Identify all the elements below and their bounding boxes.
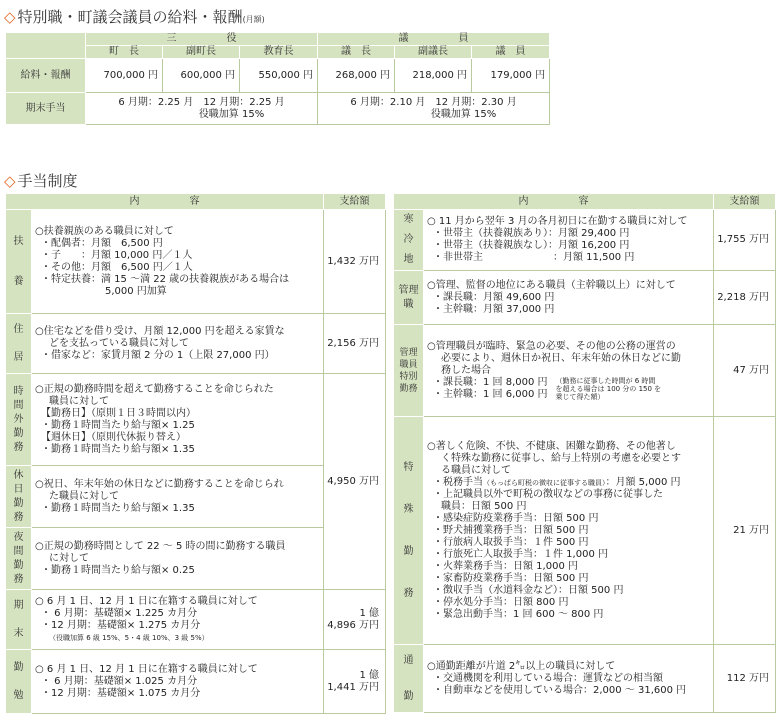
content-cold-region [424, 210, 714, 271]
allowance-table-left [5, 193, 386, 714]
content-line: ○管理、監督の地位にある職員（主幹職以上）に対して [427, 279, 676, 291]
manager-special-note [556, 377, 662, 401]
bonus-executive-line1: 6 月期：2.25 月 12 月期：2.25 月 [118, 96, 285, 108]
salary-section-title-note: (月額) [242, 15, 265, 24]
label-char: 殊 [403, 503, 414, 515]
label-char: 期 [13, 599, 24, 611]
content-line: に対して [49, 552, 89, 564]
content-line: ・停水処分手当：日額 800 円 [433, 596, 569, 608]
label-cold-region [394, 210, 424, 271]
col-member: 議 員 [472, 46, 550, 59]
pay-mayor: 700,000 円 [86, 59, 163, 93]
content-night [32, 528, 324, 590]
amount-manager: 2,218 万円 [714, 271, 776, 325]
tax-amount: ：月額 5,000 円 [605, 476, 681, 488]
content-line: ・行旅病人取扱手当：１件 500 円 [433, 536, 589, 548]
pay-chairman: 268,000 円 [318, 59, 395, 93]
label-char: 末 [13, 627, 24, 639]
label-manager-special [394, 325, 424, 417]
content-dependent [32, 210, 324, 314]
content-line: ・主幹職：月額 37,000 円 [433, 303, 555, 315]
allowance-section-heading [4, 170, 78, 191]
label-special-duty [394, 417, 424, 645]
label-char: 間 [13, 399, 24, 411]
content-line: 【勤務日】（原則１日３時間以内） [41, 407, 196, 419]
content-line: ・税務手当 [433, 476, 483, 488]
bonus-executive [86, 93, 318, 125]
label-char: 特別 [399, 371, 418, 382]
content-manager-special [424, 325, 714, 417]
col-vice-chairman: 副議長 [395, 46, 472, 59]
tax-allowance-line [427, 477, 710, 489]
row-pay-label: 給料・報酬 [6, 59, 86, 93]
label-term-end [6, 590, 32, 650]
salary-section-title: 特別職・町議会議員の給料・報酬 [17, 8, 243, 26]
tax-note: （もっぱら町税の徴収に従事する職員） [483, 478, 606, 487]
label-char: 居 [13, 351, 24, 363]
content-special-duty [424, 417, 714, 645]
col-education-chief: 教育長 [240, 46, 318, 59]
amount-line: 1 億 [359, 607, 379, 619]
left-header-content: 内 容 [6, 194, 324, 210]
content-line: ・緊急出動手当：1 回 600 ～ 800 円 [433, 608, 604, 620]
amount-overtime-holiday-night: 4,950 万円 [324, 374, 386, 590]
group-assembly-header: 議 員 [318, 33, 550, 46]
content-manager [424, 271, 714, 325]
row-bonus-label: 期末手当 [6, 93, 86, 125]
allowance-section-title: 手当制度 [17, 172, 78, 190]
label-char: 務 [403, 587, 414, 599]
content-line: ・交通機関を利用している場合：運賃などの相当額 [433, 672, 663, 684]
pay-education-chief: 550,000 円 [240, 59, 318, 93]
content-diligence [32, 650, 324, 714]
label-manager [394, 271, 424, 325]
label-char: 勤 [13, 427, 24, 439]
label-char: 日 [13, 483, 24, 495]
amount-line: 1,441 万円 [327, 681, 379, 693]
label-char: 勤 [13, 661, 24, 673]
content-line: ・家畜防疫業務手当：日額 500 円 [433, 572, 589, 584]
note-line: 乗じて得た額） [555, 392, 605, 401]
amount-dependent: 1,432 万円 [324, 210, 386, 314]
content-commute [424, 645, 714, 713]
content-line: ・行旅死亡人取扱手当：１件 1,000 円 [433, 548, 608, 560]
salary-section-heading [4, 6, 265, 27]
content-line: ・非世帯主 ：月額 11,500 円 [433, 252, 635, 263]
col-deputy-mayor: 副町長 [163, 46, 240, 59]
content-line: 5,000 円加算 [105, 285, 167, 297]
content-line: ・課長職：月額 49,600 円 [433, 291, 555, 303]
label-char: 務 [13, 441, 24, 453]
allowance-table-right [393, 193, 776, 713]
content-line: ・12 月期：基礎額× 1.275 カ月分 [41, 619, 201, 631]
label-char: 職員 [399, 359, 418, 370]
label-char: 夜 [13, 531, 24, 543]
right-header-amount: 支給額 [714, 194, 776, 210]
bonus-assembly [318, 93, 550, 125]
content-line: ○管理職員が臨時、緊急の必要、その他の公務の運営の [427, 340, 676, 352]
content-line: ○通勤距離が片道 2㌔以上の職員に対して [427, 660, 616, 672]
pay-deputy-mayor: 600,000 円 [163, 59, 240, 93]
content-line: ・ 6 月期：基礎額× 1.225 カ月分 [41, 607, 198, 619]
label-night [6, 528, 32, 590]
amount-commute: 112 万円 [714, 645, 776, 713]
content-line: ○正規の勤務時間として 22 ～ 5 時の間に勤務する職員 [35, 540, 286, 552]
amount-manager-special: 47 万円 [714, 325, 776, 417]
amount-line: 4,896 万円 [327, 619, 379, 631]
bonus-assembly-line1: 6 月期：2.10 月 12 月期：2.30 月 [350, 96, 517, 108]
content-line: る職員に対して [441, 464, 511, 476]
label-char: 住 [13, 323, 24, 335]
content-line: ○正規の勤務時間を超えて勤務することを命じられた [35, 383, 274, 395]
label-holiday [6, 466, 32, 528]
content-line: ・ 6 月期：基礎額× 1.025 カ月分 [41, 675, 198, 687]
diamond-bullet-icon: ◇ [4, 8, 16, 26]
content-line: 職員：日額 500 円 [441, 500, 527, 512]
content-line: く特殊な勤務に従事し、給与上特別の考慮を必要とす [441, 452, 681, 464]
label-commute [394, 645, 424, 713]
content-line: 務した場合 [441, 364, 491, 376]
label-char: 勉 [13, 689, 24, 701]
content-line: ・配偶者：月額 6,500 円 [41, 237, 163, 249]
label-char: 通 [403, 654, 414, 666]
content-line: 職員に対して [49, 395, 109, 407]
label-char: 勤 [13, 559, 24, 571]
label-char: 地 [403, 254, 414, 265]
amount-diligence [324, 650, 386, 714]
label-char: 勤務 [399, 383, 418, 394]
label-housing [6, 314, 32, 374]
content-line: ○扶養親族のある職員に対して [35, 225, 174, 237]
label-char: 職 [403, 298, 414, 310]
label-char: 冷 [403, 234, 414, 245]
content-term-end [32, 590, 324, 650]
amount-term-end [324, 590, 386, 650]
content-line: ・主幹職：1 回 6,000 円 [433, 388, 548, 400]
salary-corner-cell [6, 33, 86, 59]
content-line: ・借家など：家賃月額 2 分の 1（上限 27,000 円） [41, 349, 275, 361]
group-executive-header: 三 役 [86, 33, 318, 46]
manager-special-detail [427, 377, 710, 401]
content-line: ・勤務１時間当たり給与額× 1.25 [41, 419, 195, 431]
content-line: ・上記職員以外で町税の徴収などの事務に従事した [433, 488, 663, 500]
content-line: （役職加算 6 級 15%、5・4 級 10%、3 級 5%） [49, 633, 209, 642]
diamond-bullet-icon: ◇ [4, 172, 16, 190]
col-chairman: 議 長 [318, 46, 395, 59]
pay-vice-chairman: 218,000 円 [395, 59, 472, 93]
amount-line: 1 億 [359, 669, 379, 681]
label-char: 務 [13, 511, 24, 523]
content-line: た職員に対して [49, 490, 119, 502]
content-line: ・子 ：月額 10,000 円／１人 [41, 249, 193, 261]
content-line: ・勤務１時間当たり給与額× 1.35 [41, 443, 195, 455]
label-overtime [6, 374, 32, 466]
label-char: 休 [13, 469, 24, 481]
label-char: 勤 [13, 497, 24, 509]
label-dependent [6, 210, 32, 314]
label-diligence [6, 650, 32, 714]
amount-housing: 2,156 万円 [324, 314, 386, 374]
content-line: ・野犬捕獲業務手当：日額 500 円 [433, 524, 589, 536]
label-char: 時 [13, 385, 24, 397]
content-line: ・感染症防疫業務手当：日額 500 円 [433, 512, 599, 524]
content-line: 必要により、週休日か祝日、年末年始の休日などに勤 [441, 352, 681, 364]
col-mayor: 町 長 [86, 46, 163, 59]
salary-table [5, 32, 550, 125]
content-line: ○著しく危険、不快、不健康、困難な勤務、その他著し [427, 440, 676, 452]
content-line: ・12 月期：基礎額× 1.075 カ月分 [41, 687, 201, 699]
content-line: ・徴収手当（水道料金など）：日額 500 円 [433, 584, 624, 596]
label-char: 外 [13, 413, 24, 425]
bonus-assembly-line2: 役職加算 15% [430, 108, 497, 120]
content-overtime [32, 374, 324, 466]
content-line: ○ 6 月 1 日、12 月 1 日に在籍する職員に対して [35, 663, 258, 675]
right-header-content: 内 容 [394, 194, 714, 210]
content-line: ・勤務１時間当たり給与額× 1.35 [41, 502, 195, 514]
label-char: 務 [13, 573, 24, 585]
content-line: ・その他：月額 6,500 円／１人 [41, 261, 193, 273]
bonus-executive-line2: 役職加算 15% [198, 108, 265, 120]
amount-cold-region: 1,755 万円 [714, 210, 776, 271]
label-char: 間 [13, 545, 24, 557]
content-line: ○ 11 月から翌年 3 月の各月初日に在勤する職員に対して [427, 216, 688, 227]
content-line: ○住宅などを借り受け、月額 12,000 円を超える家賃な [35, 325, 285, 337]
label-char: 勤 [403, 545, 414, 557]
label-char: 特 [403, 461, 414, 473]
content-line: ・世帯主（扶養親族あり）：月額 29,400 円 [433, 228, 630, 239]
content-line: ○祝日、年末年始の休日などに勤務することを命じられ [35, 478, 284, 490]
label-char: 勤 [403, 690, 414, 702]
content-housing [32, 314, 324, 374]
label-char: 管理 [399, 347, 418, 358]
content-line: ○ 6 月 1 日、12 月 1 日に在籍する職員に対して [35, 595, 258, 607]
label-char: 扶 [13, 235, 24, 247]
content-line: ・勤務１時間当たり給与額× 0.25 [41, 564, 195, 576]
content-line: ・特定扶養：満 15 ～満 22 歳の扶養親族がある場合は [41, 273, 290, 285]
content-line: ・火葬業務手当：日額 1,000 円 [433, 560, 578, 572]
note-line: を超える場合は 100 分の 150 を [555, 384, 662, 393]
label-char: 養 [13, 275, 24, 287]
content-line: ・世帯主（扶養親族なし）：月額 16,200 円 [433, 240, 630, 251]
amount-special-duty: 21 万円 [714, 417, 776, 645]
left-header-amount: 支給額 [324, 194, 386, 210]
content-line: ・自動車などを使用している場合：2,000 ～ 31,600 円 [433, 684, 687, 696]
label-char: 管理 [398, 284, 419, 296]
label-char: 寒 [403, 214, 414, 225]
content-line: どを支払っている職員に対して [49, 337, 189, 349]
pay-member: 179,000 円 [472, 59, 550, 93]
note-line: （勤務に従事した時間が 6 時間 [555, 376, 656, 385]
content-line: 【週休日】（原則代休振り替え） [41, 431, 186, 443]
content-holiday [32, 466, 324, 528]
content-line: ・課長職：1 回 8,000 円 [433, 376, 548, 388]
